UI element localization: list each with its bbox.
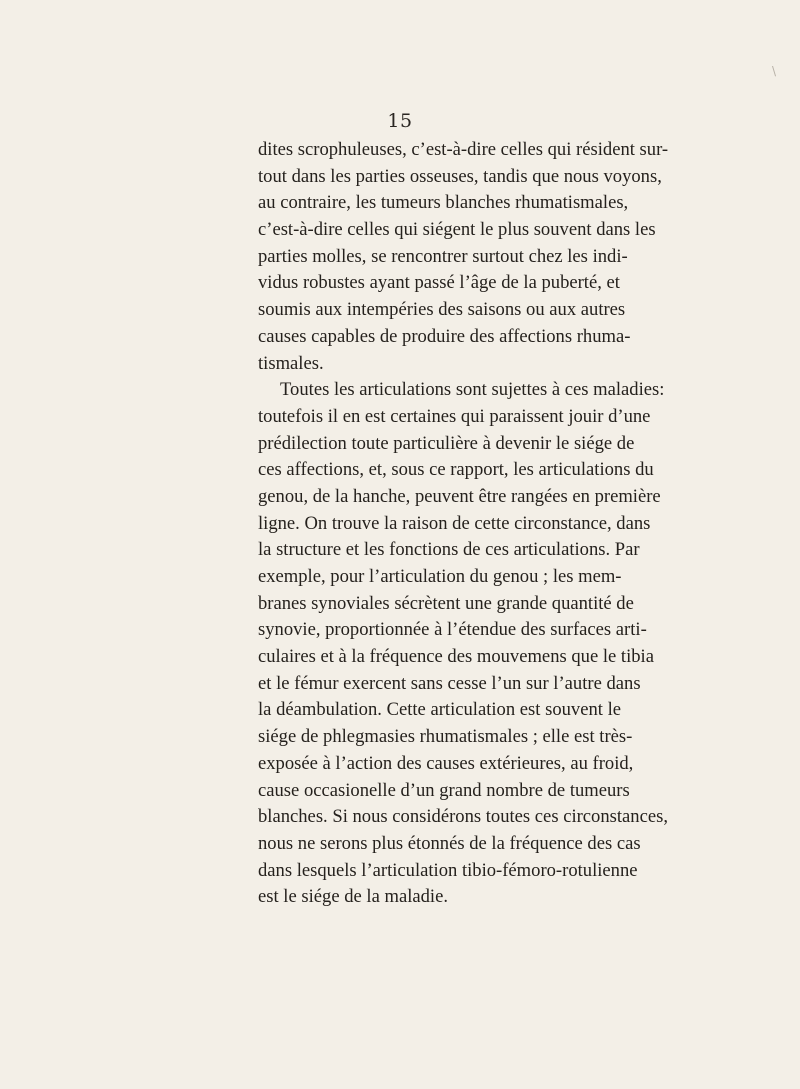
text-line: causes capables de produire des affections rhuma-: [258, 325, 631, 347]
text-line: est le siége de la maladie.: [258, 886, 448, 908]
text-line: tout dans les parties osseuses, tandis que nous voyons,: [258, 165, 662, 187]
text-line: prédilection toute particulière à devenir le siége de: [258, 432, 635, 454]
text-line: culaires et à la fréquence des mouvemens que le tibia: [258, 646, 654, 668]
text-line: ces affections, et, sous ce rapport, les articulations du: [258, 459, 654, 481]
text-line: dans lesquels l’articulation tibio-fémoro-rotulienne: [258, 859, 638, 881]
text-line: exemple, pour l’articulation du genou ; les mem-: [258, 566, 622, 587]
text-line: au contraire, les tumeurs blanches rhumatismales,: [258, 192, 629, 214]
text-line: la déambulation. Cette articulation est souvent le: [258, 699, 621, 721]
text-line: vidus robustes ayant passé l’âge de la puberté, et: [258, 272, 620, 294]
text-line: soumis aux intempéries des saisons ou aux autres: [258, 299, 626, 321]
text-line: blanches. Si nous considérons toutes ces circonstances,: [258, 806, 668, 828]
text-line: dites scrophuleuses, c’est-à-dire celles qui résident sur-: [258, 139, 669, 160]
page-number: 15: [387, 110, 413, 132]
margin-mark: \: [772, 64, 777, 78]
text-line: la structure et les fonctions de ces articulations. Par: [258, 539, 640, 561]
text-line: tismales.: [258, 352, 324, 374]
text-line: et le fémur exercent sans cesse l’un sur l’autre dans: [258, 672, 641, 694]
text-line: ligne. On trouve la raison de cette circonstance, dans: [258, 512, 651, 534]
text-line: synovie, proportionnée à l’étendue des surfaces arti-: [258, 619, 647, 641]
text-line: toutefois il en est certaines qui paraissent jouir d’une: [258, 405, 651, 427]
text-line: parties molles, se rencontrer surtout chez les indi-: [258, 245, 628, 267]
text-line: Toutes les articulations sont sujettes à ces maladies:: [280, 379, 665, 401]
text-line: c’est-à-dire celles qui siégent le plus souvent dans les: [258, 219, 656, 241]
text-line: siége de phlegmasies rhumatismales ; elle est très-: [258, 726, 633, 748]
text-line: exposée à l’action des causes extérieures, au froid,: [258, 752, 634, 774]
text-line: nous ne serons plus étonnés de la fréquence des cas: [258, 832, 641, 854]
text-line: branes synoviales sécrètent une grande quantité de: [258, 592, 634, 614]
text-line: genou, de la hanche, peuvent être rangées en première: [258, 485, 661, 507]
text-line: cause occasionelle d’un grand nombre de tumeurs: [258, 779, 630, 801]
body-text: [258, 137, 669, 911]
